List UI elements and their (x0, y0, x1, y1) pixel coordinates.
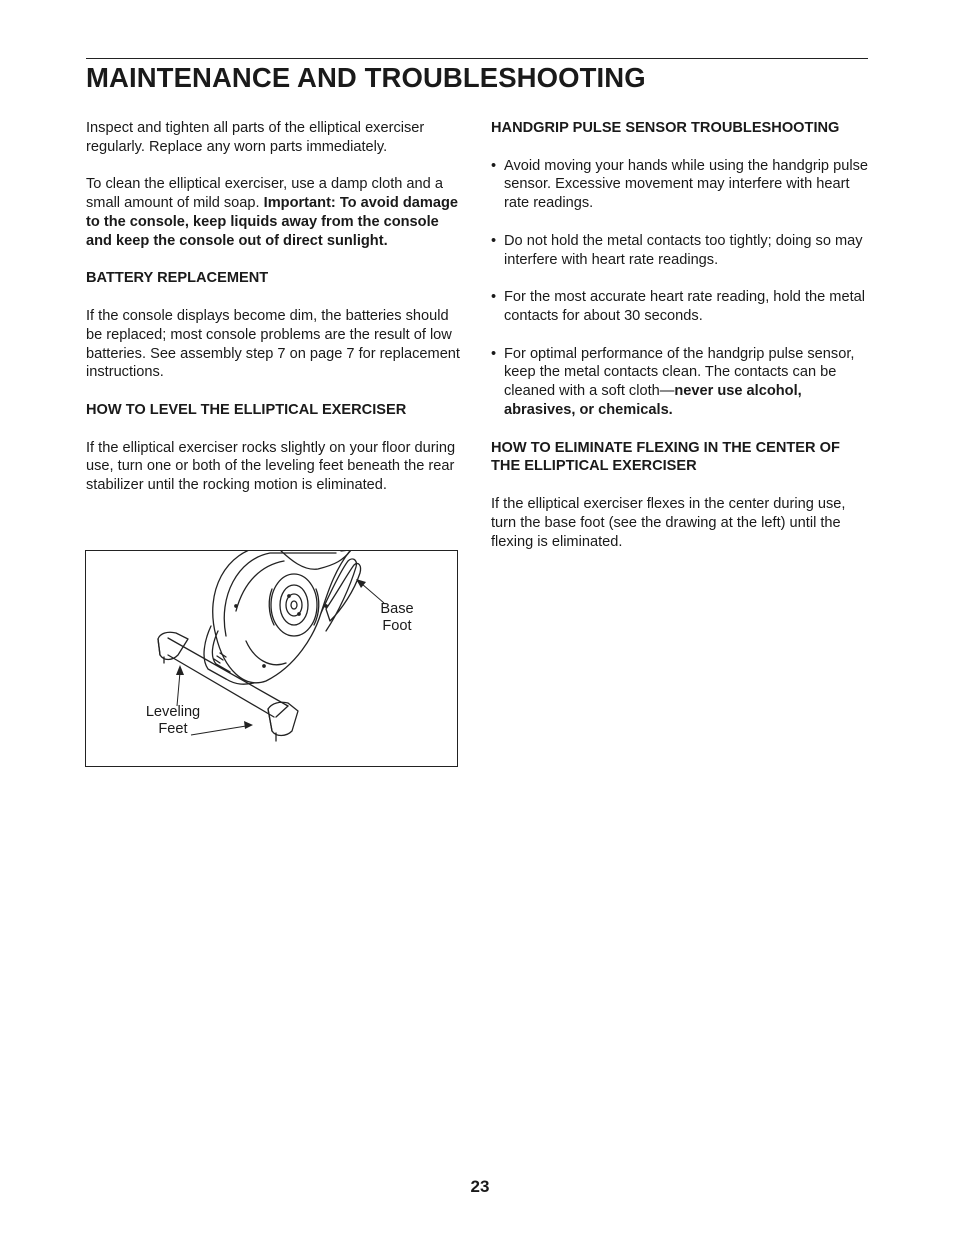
base-foot-line1: Base (380, 601, 414, 617)
right-column (491, 119, 871, 570)
level-paragraph: If the elliptical exerciser rocks slightly on your floor during use, turn one or both of the leveling feet beneath the rear stabilizer until the rocking motion is eliminated. (86, 439, 456, 494)
base-foot-label (370, 601, 424, 635)
battery-heading: BATTERY REPLACEMENT (86, 270, 269, 287)
list-item: • For optimal performance of the handgrip pulse sensor, keep the metal contacts clean. The contacts can be cleaned with a soft cloth—never use alcohol, abrasives, or chemicals. (491, 345, 855, 418)
list-item: • Do not hold the metal contacts too tightly; doing so may interfere with heart rate readings. (491, 232, 863, 268)
flex-heading: HOW TO ELIMINATE FLEXING IN THE CENTER OF THE ELLIPTICAL EXERCISER (491, 439, 840, 475)
elliptical-figure (85, 550, 458, 767)
cleaning-warning: Important: To avoid damage to the console, keep liquids away from the console and keep the console out of direct sunlight. (86, 195, 458, 249)
leveling-feet-line1: Leveling (145, 704, 201, 720)
inspect-paragraph: Inspect and tighten all parts of the elliptical exerciser regularly. Replace any worn parts immediately. (86, 120, 425, 155)
left-column (86, 119, 462, 514)
list-item: • Avoid moving your hands while using the handgrip pulse sensor. Excessive movement may interfere with heart rate readings. (491, 157, 868, 212)
handgrip-heading: HANDGRIP PULSE SENSOR TROUBLESHOOTING (491, 120, 840, 136)
page-title: MAINTENANCE AND TROUBLESHOOTING (86, 62, 646, 93)
bullet-icon: • (491, 232, 497, 249)
bullet-icon: • (491, 345, 497, 362)
bullet-icon: • (491, 289, 497, 306)
flex-paragraph: If the elliptical exerciser flexes in the center during use, turn the base foot (see the drawing at the left) until the flexing is eliminated. (491, 495, 846, 550)
bullet-icon: • (491, 157, 497, 174)
list-item: • For the most accurate heart rate reading, hold the metal contacts for about 30 seconds. (491, 289, 865, 324)
cleaning-text: To clean the elliptical exerciser, use a damp cloth and a small amount of mild soap. (86, 176, 443, 212)
leveling-feet-label (134, 704, 212, 738)
battery-paragraph: If the console displays become dim, the batteries should be replaced; most console problems are the result of low batteries. See assembly step 7 on page 7 for replacement instructions. (86, 307, 460, 381)
cleaning-paragraph (86, 175, 462, 250)
level-heading: HOW TO LEVEL THE ELLIPTICAL EXERCISER (86, 401, 407, 418)
page-number: 23 (470, 1177, 490, 1196)
base-foot-line2: Foot (382, 618, 412, 634)
leveling-feet-line2: Feet (158, 721, 188, 737)
handgrip-tips-list (491, 157, 871, 420)
top-rule (86, 58, 868, 59)
